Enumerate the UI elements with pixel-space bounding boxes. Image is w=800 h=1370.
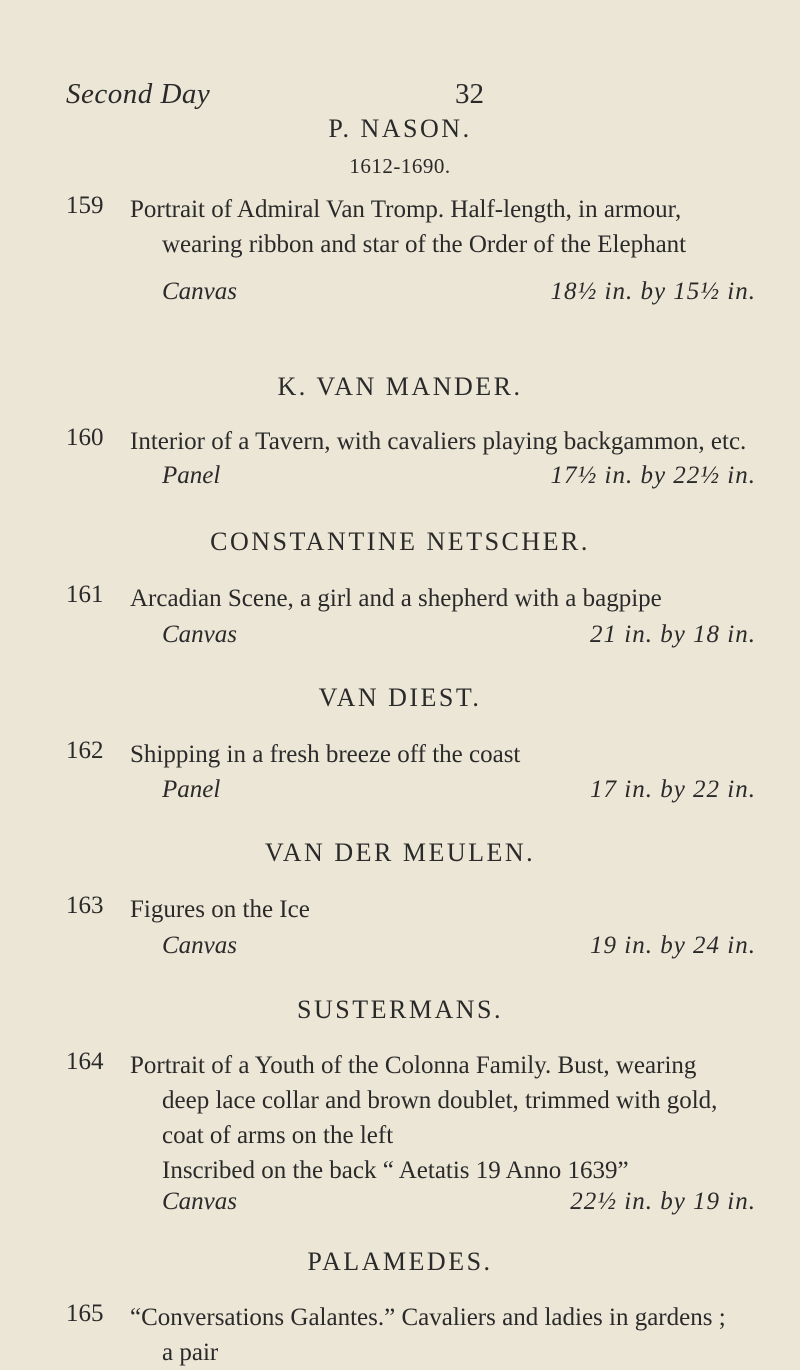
artist-heading: P. NASON. bbox=[328, 114, 472, 143]
lot-number: 164 bbox=[66, 1048, 104, 1075]
lot-description bbox=[130, 737, 780, 772]
artist-heading: CONSTANTINE NETSCHER. bbox=[210, 527, 590, 556]
description-line: Shipping in a fresh breeze off the coast bbox=[130, 741, 521, 768]
description-line: Inscribed on the back “ Aetatis 19 Anno 1639” bbox=[162, 1157, 629, 1184]
lot-dimensions: 18½ in. by 15½ in. bbox=[550, 278, 756, 305]
lot-description bbox=[130, 1048, 780, 1188]
lot-dimensions: 17½ in. by 22½ in. bbox=[550, 462, 756, 489]
lot-number: 159 bbox=[66, 192, 104, 219]
artist-heading: PALAMEDES. bbox=[307, 1247, 493, 1276]
description-line: Portrait of Admiral Van Tromp. Half-length, in armour, bbox=[130, 196, 682, 223]
lot-number: 165 bbox=[66, 1300, 104, 1327]
running-head bbox=[66, 78, 766, 118]
lot-dimensions: 21 in. by 18 in. bbox=[590, 621, 756, 648]
description-line: Figures on the Ice bbox=[130, 896, 310, 923]
artist-heading: SUSTERMANS. bbox=[297, 995, 503, 1024]
artist-heading: VAN DIEST. bbox=[318, 683, 482, 712]
lot-medium: Canvas bbox=[162, 621, 237, 648]
lot-number: 160 bbox=[66, 424, 104, 451]
artist-heading: VAN DER MEULEN. bbox=[264, 838, 536, 867]
page-number: 32 bbox=[455, 78, 484, 110]
lot-dimensions: 22½ in. by 19 in. bbox=[570, 1188, 756, 1215]
description-line: Arcadian Scene, a girl and a shepherd with a bagpipe bbox=[130, 585, 662, 612]
day-label: Second Day bbox=[66, 78, 211, 110]
description-line: Interior of a Tavern, with cavaliers playing backgammon, etc. bbox=[130, 428, 747, 455]
description-line: wearing ribbon and star of the Order of the Elephant bbox=[162, 231, 687, 258]
artist-heading: K. VAN MANDER. bbox=[277, 372, 523, 401]
lot-dimensions: 19 in. by 24 in. bbox=[590, 932, 756, 959]
lot-description bbox=[130, 1300, 780, 1370]
description-line: coat of arms on the left bbox=[162, 1122, 394, 1149]
description-line: a pair bbox=[162, 1339, 219, 1366]
lot-description bbox=[130, 581, 780, 616]
description-line: Portrait of a Youth of the Colonna Family. Bust, wearing bbox=[130, 1052, 697, 1079]
lot-number: 161 bbox=[66, 581, 104, 608]
lot-medium: Canvas bbox=[162, 1188, 237, 1215]
lot-number: 163 bbox=[66, 892, 104, 919]
lot-number: 162 bbox=[66, 737, 104, 764]
lot-description bbox=[130, 424, 780, 459]
artist-dates: 1612-1690. bbox=[349, 154, 451, 178]
lot-dimensions: 17 in. by 22 in. bbox=[590, 776, 756, 803]
lot-medium: Panel bbox=[162, 776, 221, 803]
description-line: “Conversations Galantes.” Cavaliers and ladies in gardens ; bbox=[130, 1304, 726, 1331]
lot-medium: Canvas bbox=[162, 278, 237, 305]
lot-description bbox=[130, 192, 780, 262]
description-line: deep lace collar and brown doublet, trimmed with gold, bbox=[162, 1087, 718, 1114]
lot-medium: Panel bbox=[162, 462, 221, 489]
lot-medium: Canvas bbox=[162, 932, 237, 959]
lot-description bbox=[130, 892, 780, 927]
